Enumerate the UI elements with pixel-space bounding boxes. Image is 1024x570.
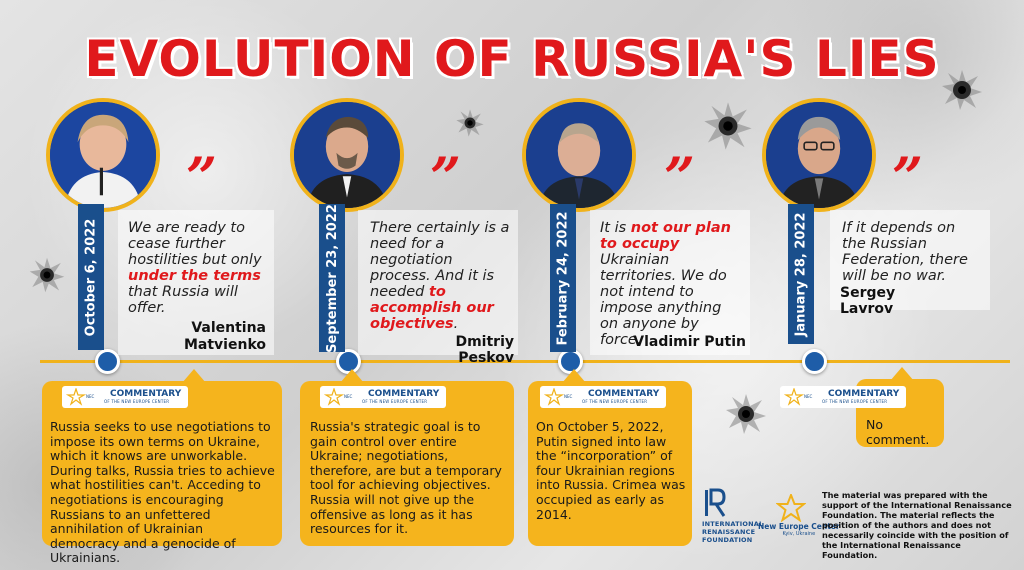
commentary-subtitle: OF THE NEW EUROPE CENTER [582, 399, 648, 404]
commentary-header [320, 386, 446, 408]
portrait-matvienko [46, 98, 160, 212]
star-logo-icon [66, 388, 104, 406]
date-bar [788, 204, 814, 344]
footer-disclaimer: The material was prepared with the support of the International Renaissance Foundation. The material reflects the position of the authors and does not necessarily coincide with the position of the International Renaissance Foundation. [822, 490, 1012, 560]
quote-highlight: not our plan to occupy [600, 220, 731, 252]
svg-text:NEC: NEC [86, 394, 95, 399]
commentary-subtitle: OF THE NEW EUROPE CENTER [822, 399, 888, 404]
commentary-title: COMMENTARY [828, 389, 900, 399]
commentary-title: COMMENTARY [588, 389, 660, 399]
bullet-hole-icon [455, 108, 485, 138]
date-bar [319, 204, 345, 352]
quote-mark: ” [186, 145, 218, 209]
timeline-line [40, 360, 1010, 363]
svg-text:NEC: NEC [344, 394, 353, 399]
commentary-subtitle: OF THE NEW EUROPE CENTER [362, 399, 428, 404]
bullet-hole-icon [724, 392, 768, 436]
date-bar [550, 204, 576, 352]
irf-logo-icon [702, 488, 726, 518]
bullet-hole-icon [940, 68, 984, 112]
quote-highlight: to accomplish our objectives [370, 284, 494, 332]
star-logo-icon [784, 388, 822, 406]
quote-text: We are ready to cease further hostilities but only under the terms that Russia will offer. [128, 220, 262, 316]
commentary-header [540, 386, 666, 408]
quote-mark: ” [892, 145, 924, 209]
star-logo-icon [324, 388, 362, 406]
bullet-hole-icon [28, 256, 66, 294]
portrait-peskov [290, 98, 404, 212]
quote-text: There certainly is a need for a negotiation process. And it is needed to accomplish our objectives. [370, 220, 510, 332]
quote-author: Dmitriy Peskov [455, 334, 514, 366]
nec-logo-text: New Europe Center Kyiv, Ukraine [758, 522, 840, 537]
nec-star-logo-icon [776, 494, 806, 522]
star-logo-icon [544, 388, 582, 406]
irf-logo-text: INTERNATIONAL RENAISSANCE FOUNDATION [702, 520, 764, 544]
quote-author: Sergey Lavrov [840, 285, 896, 317]
commentary-header [62, 386, 188, 408]
quote-highlight: under the terms [128, 268, 261, 284]
commentary-text: Russia's strategic goal is to gain control over entire Ukraine; negotiations, therefore, are but a temporary tool for achieving objectives. Russia will not give up the offensive as long as it has resources for it. [310, 419, 502, 537]
timeline-dot [802, 349, 827, 374]
portrait-lavrov [762, 98, 876, 212]
date-label: September 23, 2022 [324, 203, 340, 353]
commentary-header [780, 386, 906, 408]
commentary-subtitle: OF THE NEW EUROPE CENTER [104, 399, 170, 404]
date-label: October 6, 2022 [83, 218, 99, 336]
commentary-text: Russia seeks to use negotiations to impose its own terms on Ukraine, which it knows are unworkable. During talks, Russia tries to achieve what hostilities can't. Acceding to negotiations is encouraging Russians to an unfettered annihilation of Ukrainian democracy and a genocide of Ukrainians. [50, 419, 275, 566]
quote-author: Vladimir Putin [633, 334, 746, 350]
portrait-putin [522, 98, 636, 212]
bullet-hole-icon [702, 100, 754, 152]
timeline-dot [95, 349, 120, 374]
quote-text: It is not our plan to occupy Ukrainian territories. We do not intend to impose anything on anyone by force. [600, 220, 731, 348]
commentary-text: On October 5, 2022, Putin signed into law the “incorporation” of four Ukrainian regions into Russia. Crimea was occupied as early as 2014. [536, 419, 686, 522]
commentary-title: COMMENTARY [368, 389, 440, 399]
page-title: EVOLUTION OF RUSSIA'S LIES [84, 30, 940, 88]
date-label: February 24, 2022 [555, 210, 571, 346]
date-bar [78, 204, 104, 350]
quote-mark: ” [430, 145, 462, 209]
svg-text:NEC: NEC [804, 394, 813, 399]
quote-text: If it depends on the Russian Federation, there will be no war. [842, 220, 968, 284]
svg-text:NEC: NEC [564, 394, 573, 399]
quote-mark: ” [664, 145, 696, 209]
commentary-text: No comment. [866, 417, 930, 447]
commentary-title: COMMENTARY [110, 389, 182, 399]
date-label: January 28, 2022 [793, 211, 809, 337]
quote-author: Valentina Matvienko [183, 320, 266, 353]
